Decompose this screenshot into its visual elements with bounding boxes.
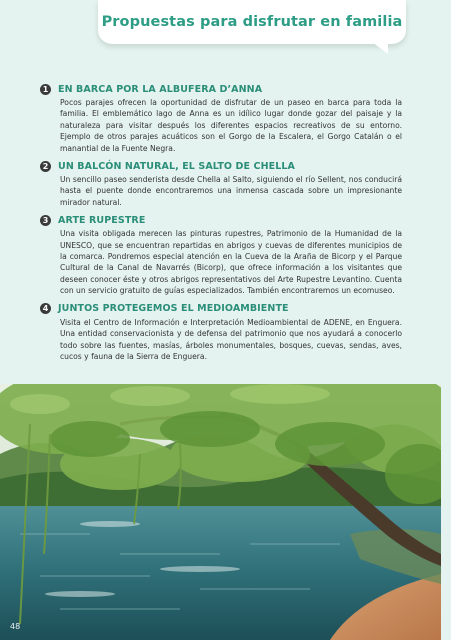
number-badge: 4 [40, 303, 51, 314]
section-heading [40, 213, 402, 227]
number-badge: 3 [40, 215, 51, 226]
content-area [42, 82, 402, 367]
section-body: Un sencillo paseo senderista desde Chella al Salto, siguiendo el río Sellent, nos conducirá hasta el puente donde encontraremos una inmensa cascada sobre un impresionante mirador natural. [60, 175, 402, 207]
section-title: ARTE RUPESTRE [58, 214, 146, 226]
section-heading [40, 302, 402, 316]
page-title: Propuestas para disfrutar en familia [101, 14, 403, 30]
section-heading [40, 82, 402, 96]
section-3 [42, 213, 402, 296]
section-2 [42, 159, 402, 208]
section-title: EN BARCA POR LA ALBUFERA D’ANNA [58, 83, 263, 95]
number-badge: 1 [40, 84, 51, 95]
section-4 [42, 302, 402, 363]
section-heading [40, 159, 402, 173]
page-number: 48 [10, 622, 21, 631]
section-title: UN BALCÓN NATURAL, EL SALTO DE CHELLA [58, 160, 295, 172]
number-badge: 2 [40, 161, 51, 172]
lake-photo [0, 384, 441, 640]
title-banner [98, 0, 406, 44]
section-body: Una visita obligada merecen las pinturas rupestres, Patrimonio de la Humanidad de la UNESCO, que se encuentran repartidas en abrigos y cuevas de diferentes municipios de la comarca. Pondremos especial atención en la Cueva de la Araña de Bicorp y el Parque Cultural de la Canal de Navarrés (Bicorp), que ofrece información a los visitantes que deseen conocer éste y otros abrigos representativos del Arte Rupestre Levantino. Cuenta con un servicio gratuito de guías especializados. También encontraremos un ecomuseo. [60, 229, 402, 296]
section-body: Visita el Centro de Información e Interpretación Medioambiental de ADENE, en Enguera. Una entidad conservacionista y de defensa del patrimonio que nos ayudará a conocerlo todo sobre las fuentes, masías, árboles monumentales, bosques, cuevas, sendas, aves, cucos y fauna de la Sierra de Enguera. [60, 317, 402, 361]
section-1 [42, 82, 402, 154]
section-title: JUNTOS PROTEGEMOS EL MEDIOAMBIENTE [58, 303, 289, 315]
section-body: Pocos parajes ofrecen la oportunidad de disfrutar de un paseo en barca para toda la familia. El emblemático lago de Anna es un idílico lugar donde gozar del paisaje y la naturaleza para visitar después los diferentes espacios recreativos de su entorno. Ejemplo de otros parajes acuáticos son el Gorgo de la Escalera, el Gorgo Catalán o el manantial de la Fuente Negra. [60, 98, 402, 153]
